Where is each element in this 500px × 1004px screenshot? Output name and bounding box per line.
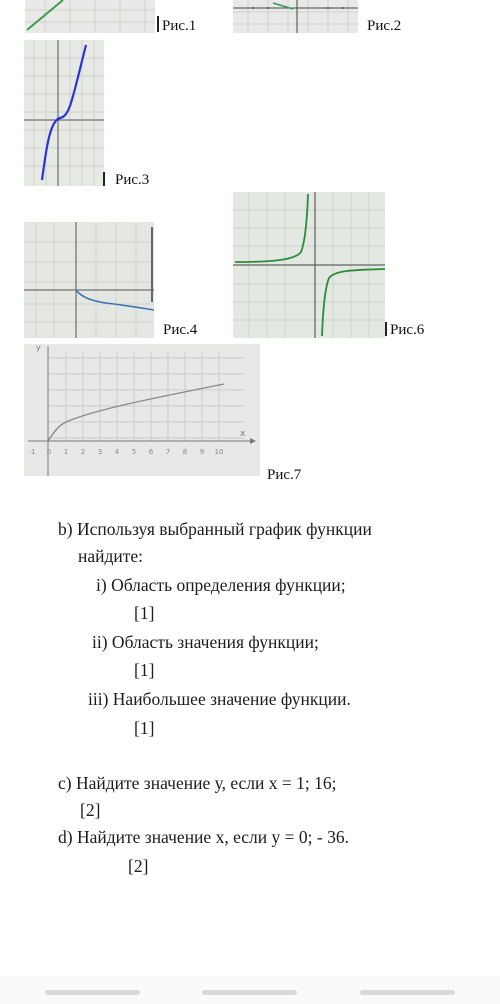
figure-7-curve: [48, 384, 224, 441]
figure-3-graph: [24, 40, 104, 186]
figure-3-caption: Рис.3: [115, 172, 150, 188]
figure-1-caption: Рис.1: [162, 18, 197, 34]
figure-6-caption: Рис.6: [390, 322, 425, 338]
figure-7: [24, 344, 260, 476]
figure-7-x-tick: 0: [46, 448, 52, 456]
figure-3: [24, 40, 104, 186]
question-b-ii-marks: [1]: [134, 660, 155, 680]
question-b-ii: ii) Область значения функции;: [92, 632, 319, 652]
question-d: d) Найдите значение х, если у = 0; - 36.: [58, 827, 349, 847]
nav-indicator-center[interactable]: [202, 990, 297, 995]
figure-7-x-tick: 10: [214, 448, 224, 456]
question-c-marks: [2]: [80, 800, 101, 820]
figure-7-x-tick: 9: [199, 448, 205, 456]
figure-7-x-tick: 7: [165, 448, 171, 456]
figure-2-graph: [233, 0, 358, 33]
figure-7-x-axis-label: x: [240, 429, 246, 439]
figure-1-graph: [25, 0, 155, 33]
figure-2-caption: Рис.2: [367, 18, 402, 34]
nav-indicator-left[interactable]: [45, 990, 140, 995]
figure-4: [24, 222, 154, 338]
figure-7-x-tick: 5: [131, 448, 137, 456]
figure-2: [233, 0, 358, 33]
question-b-iii: iii) Наибольшее значение функции.: [88, 689, 351, 709]
figure-4-curve: [76, 290, 154, 310]
nav-indicator-right[interactable]: [360, 990, 455, 995]
question-b-line2: найдите:: [78, 546, 144, 566]
figure-7-caption: Рис.7: [267, 467, 302, 483]
figure-6-curve-right: [322, 269, 385, 336]
question-b-i-marks: [1]: [134, 603, 155, 623]
question-b-i: i) Область определения функции;: [96, 575, 346, 595]
figure-6-graph: [233, 192, 385, 338]
figure-1-caption-bar: [157, 16, 159, 32]
figure-7-x-tick: 2: [80, 448, 86, 456]
question-d-marks: [2]: [128, 856, 149, 876]
figure-6: [233, 192, 385, 338]
bottom-navigation-bar: [0, 976, 500, 1004]
figure-7-graph: [24, 344, 260, 476]
figure-4-caption: Рис.4: [163, 322, 198, 338]
figure-7-x-tick: 3: [97, 448, 103, 456]
question-b-line1: b) Используя выбранный график функции: [58, 519, 372, 539]
figure-3-caption-bar: [103, 172, 105, 186]
figure-6-caption-bar: [385, 322, 387, 336]
figure-7-x-tick: 4: [114, 448, 120, 456]
question-b-iii-marks: [1]: [134, 718, 155, 738]
figure-4-graph: [24, 222, 154, 338]
figure-7-x-tick: 1: [63, 448, 69, 456]
figure-7-y-axis-label: y: [36, 344, 41, 352]
figure-7-x-tick: 8: [182, 448, 188, 456]
question-c: c) Найдите значение у, если х = 1; 16;: [58, 773, 337, 793]
figure-7-x-tick: 6: [148, 448, 154, 456]
figure-3-curve: [42, 45, 86, 180]
figure-7-x-tick: -1: [28, 448, 36, 456]
figure-1: [25, 0, 155, 33]
